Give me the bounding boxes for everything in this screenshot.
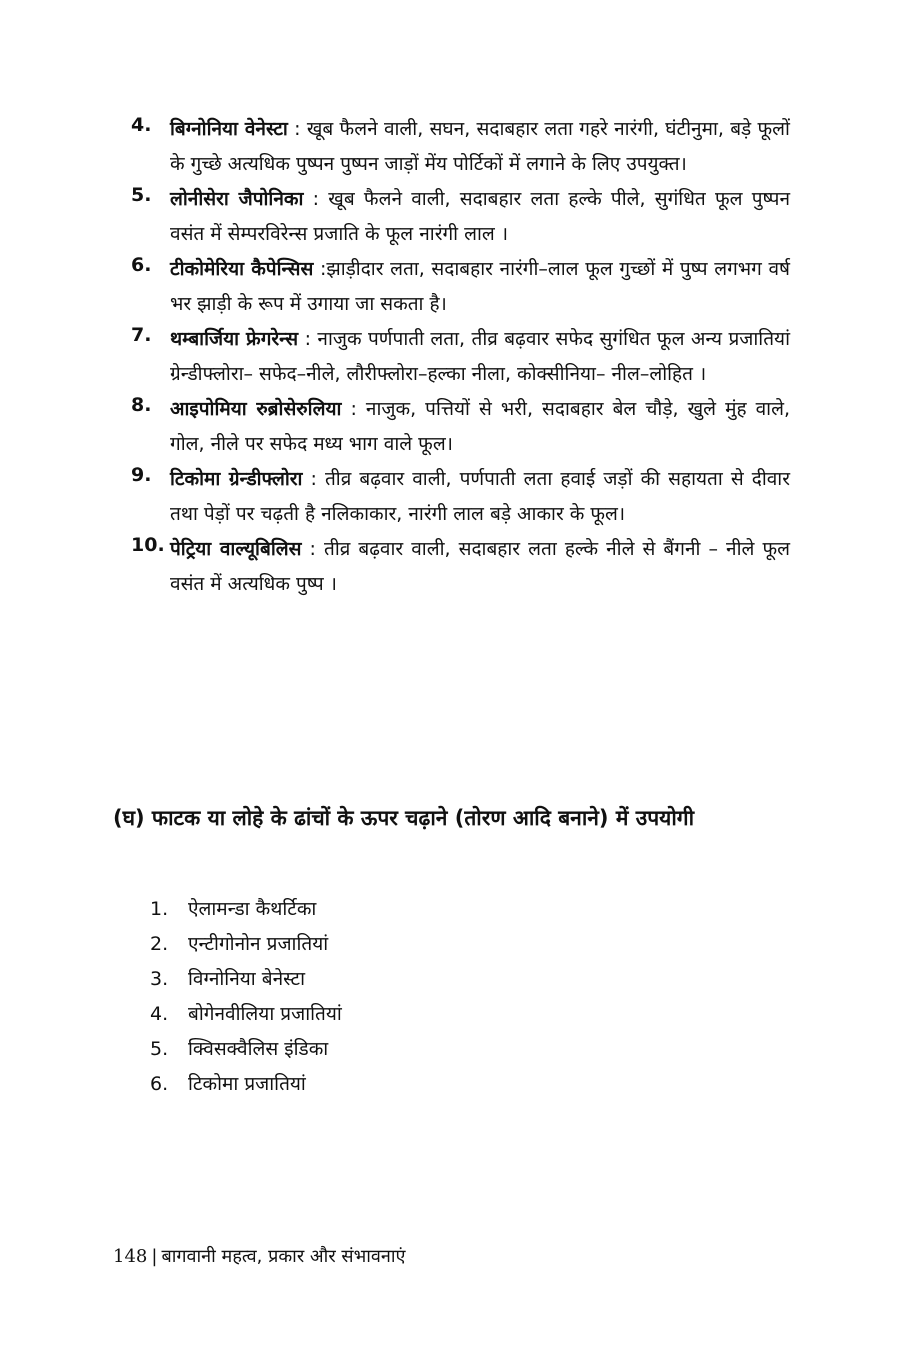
item-number: 10. [131, 534, 165, 556]
item-number: 3. [150, 968, 169, 990]
section-heading: (घ) फाटक या लोहे के ढांचों के ऊपर चढ़ाने (तोरण आदि बनाने) में उपयोगी [113, 806, 695, 830]
list-item [128, 112, 790, 182]
item-text: टिकोमा प्रजातियां [188, 1073, 306, 1095]
list-item [128, 322, 790, 392]
item-text: बोगेनवीलिया प्रजातियां [188, 1003, 342, 1025]
item-title: बिग्नोनिया वेनेस्टा [170, 118, 288, 140]
page-footer [113, 1243, 406, 1271]
list-item [128, 462, 790, 532]
list-item [150, 1067, 650, 1102]
item-title: थम्बार्जिया फ्रेगरेन्स [170, 328, 299, 350]
item-title: आइपोमिया रुब्रोसेरुलिया [170, 398, 342, 420]
climber-sublist [150, 892, 650, 1102]
list-item [150, 892, 650, 927]
list-item [150, 997, 650, 1032]
list-item [128, 182, 790, 252]
item-number: 4. [131, 114, 152, 136]
item-text: एन्टीगोनोन प्रजातियां [188, 933, 329, 955]
item-title: पेट्रिया वाल्यूबिलिस [170, 538, 302, 560]
page-number: 148 [113, 1246, 148, 1267]
list-item [128, 532, 790, 602]
item-text: क्विसक्वैलिस इंडिका [188, 1038, 329, 1060]
item-number: 7. [131, 324, 152, 346]
item-description: : तीव्र बढ़वार वाली, पर्णपाती लता हवाई जड़ों की सहायता से दीवार तथा पेड़ों पर चढ़ती है नलिकाकार, नारंगी लाल बड़े आकार के फूल। [170, 468, 790, 525]
item-number: 5. [131, 184, 152, 206]
footer-separator: | [151, 1246, 158, 1267]
list-item [128, 392, 790, 462]
list-item [150, 927, 650, 962]
item-description: : खूब फैलने वाली, सघन, सदाबहार लता गहरे नारंगी, घंटीनुमा, बड़े फूलों के गुच्छे अत्यधिक पुष्पन पुष्पन जाड़ों मेंय पोर्टिकों में लगाने के लिए उपयुक्त। [170, 118, 790, 175]
item-title: लोनीसेरा जैपोनिका [170, 188, 304, 210]
item-number: 9. [131, 464, 152, 486]
item-description: : नाजुक, पत्तियों से भरी, सदाबहार बेल चौड़े, खुले मुंह वाले, गोल, नीले पर सफेद मध्य भाग वाले फूल। [170, 398, 790, 455]
item-title: टीकोमेरिया कैपेन्सिस [170, 258, 314, 280]
item-number: 8. [131, 394, 152, 416]
list-item [128, 252, 790, 322]
list-item [150, 962, 650, 997]
item-description: : खूब फैलने वाली, सदाबहार लता हल्के पीले, सुगंधित फूल पुष्पन वसंत में सेम्परविरेन्स प्रजाति के फूल नारंगी लाल । [170, 188, 791, 245]
book-title: बागवानी महत्व, प्रकार और संभावनाएं [161, 1246, 406, 1267]
item-text: विग्नोनिया बेनेस्टा [188, 968, 306, 990]
item-number: 1. [150, 898, 169, 920]
list-item [150, 1032, 650, 1067]
item-number: 4. [150, 1003, 169, 1025]
item-description: : तीव्र बढ़वार वाली, सदाबहार लता हल्के नीले से बैंगनी – नीले फूल वसंत में अत्यधिक पुष्प । [170, 538, 790, 595]
item-title: टिकोमा ग्रेन्डीफ्लोरा [170, 468, 303, 490]
item-description: :झाड़ीदार लता, सदाबहार नारंगी–लाल फूल गुच्छों में पुष्प लगभग वर्ष भर झाड़ी के रूप में उगाया जा सकता है। [170, 258, 791, 315]
item-text: ऐलामन्डा कैथर्टिका [188, 898, 317, 920]
item-number: 6. [150, 1073, 169, 1095]
item-number: 2. [150, 933, 169, 955]
plant-list [128, 112, 790, 602]
item-description: : नाजुक पर्णपाती लता, तीव्र बढ़वार सफेद सुगंधित फूल अन्य प्रजातियां ग्रेन्डीफ्लोरा– सफेद–नीले, लौरीफ्लोरा–हल्का नीला, कोक्सीनिया– नील–लोहित । [170, 328, 790, 385]
item-number: 5. [150, 1038, 169, 1060]
item-number: 6. [131, 254, 152, 276]
